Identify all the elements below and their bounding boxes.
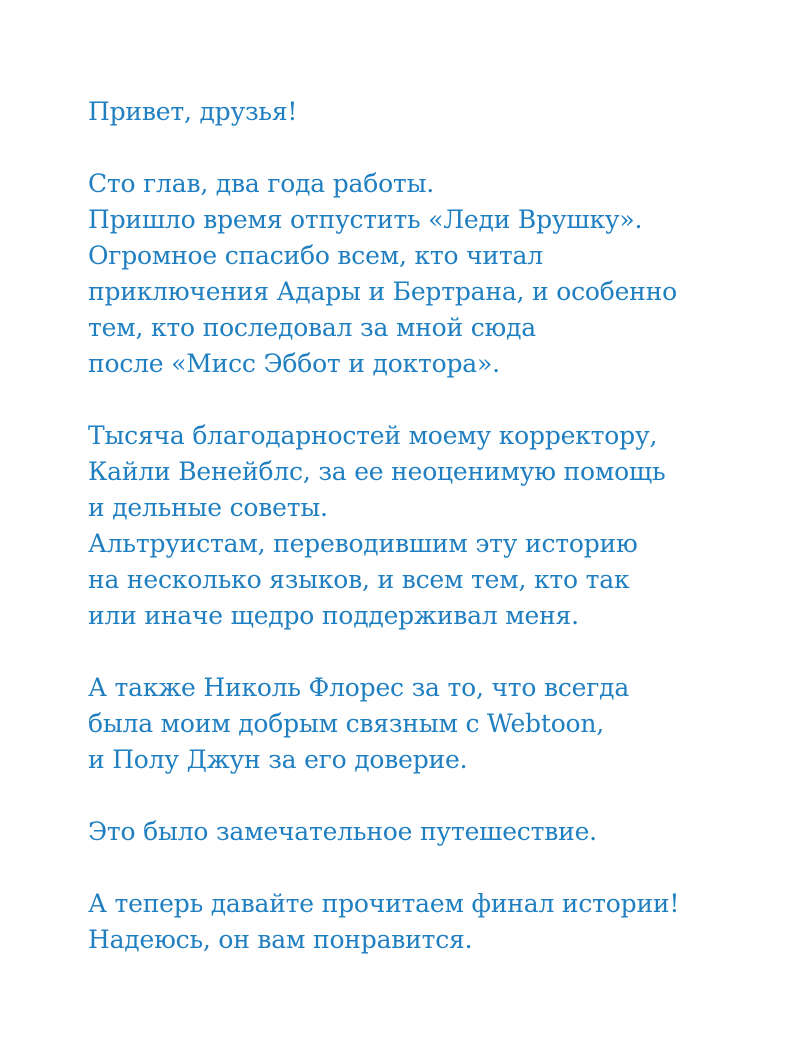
- paragraph-thanks: [88, 418, 768, 634]
- text-line: тем, кто последовал за мной сюда: [88, 313, 536, 342]
- text-line: приключения Адары и Бертрана, и особенно: [88, 277, 677, 306]
- text-line: Огромное спасибо всем, кто читал: [88, 241, 543, 270]
- paragraph-chapters: [88, 166, 768, 382]
- text-line: или иначе щедро поддерживал меня.: [88, 601, 579, 630]
- text-line: и Полу Джун за его доверие.: [88, 745, 468, 774]
- text-line: Это было замечательное путешествие.: [88, 817, 597, 846]
- text-line: Тысяча благодарностей моему корректору,: [88, 421, 658, 450]
- text-line: Пришло время отпустить «Леди Врушку».: [88, 205, 643, 234]
- greeting-line: Привет, друзья!: [88, 97, 298, 126]
- paragraph-webtoon: [88, 670, 768, 778]
- text-line: Альтруистам, переводившим эту историю: [88, 529, 638, 558]
- text-line: была моим добрым связным с Webtoon,: [88, 709, 605, 738]
- text-line: и дельные советы.: [88, 493, 328, 522]
- text-line: после «Мисс Эббот и доктора».: [88, 349, 500, 378]
- greeting-paragraph: [88, 94, 768, 130]
- afterword-text: [88, 94, 768, 994]
- paragraph-journey: [88, 814, 768, 850]
- paragraph-finale: [88, 886, 768, 958]
- text-line: А теперь давайте прочитаем финал истории!: [88, 889, 680, 918]
- text-line: Кайли Венейблс, за ее неоценимую помощь: [88, 457, 666, 486]
- text-line: Надеюсь, он вам понравится.: [88, 925, 473, 954]
- text-line: на несколько языков, и всем тем, кто так: [88, 565, 630, 594]
- text-line: Сто глав, два года работы.: [88, 169, 435, 198]
- text-line: А также Николь Флорес за то, что всегда: [88, 673, 630, 702]
